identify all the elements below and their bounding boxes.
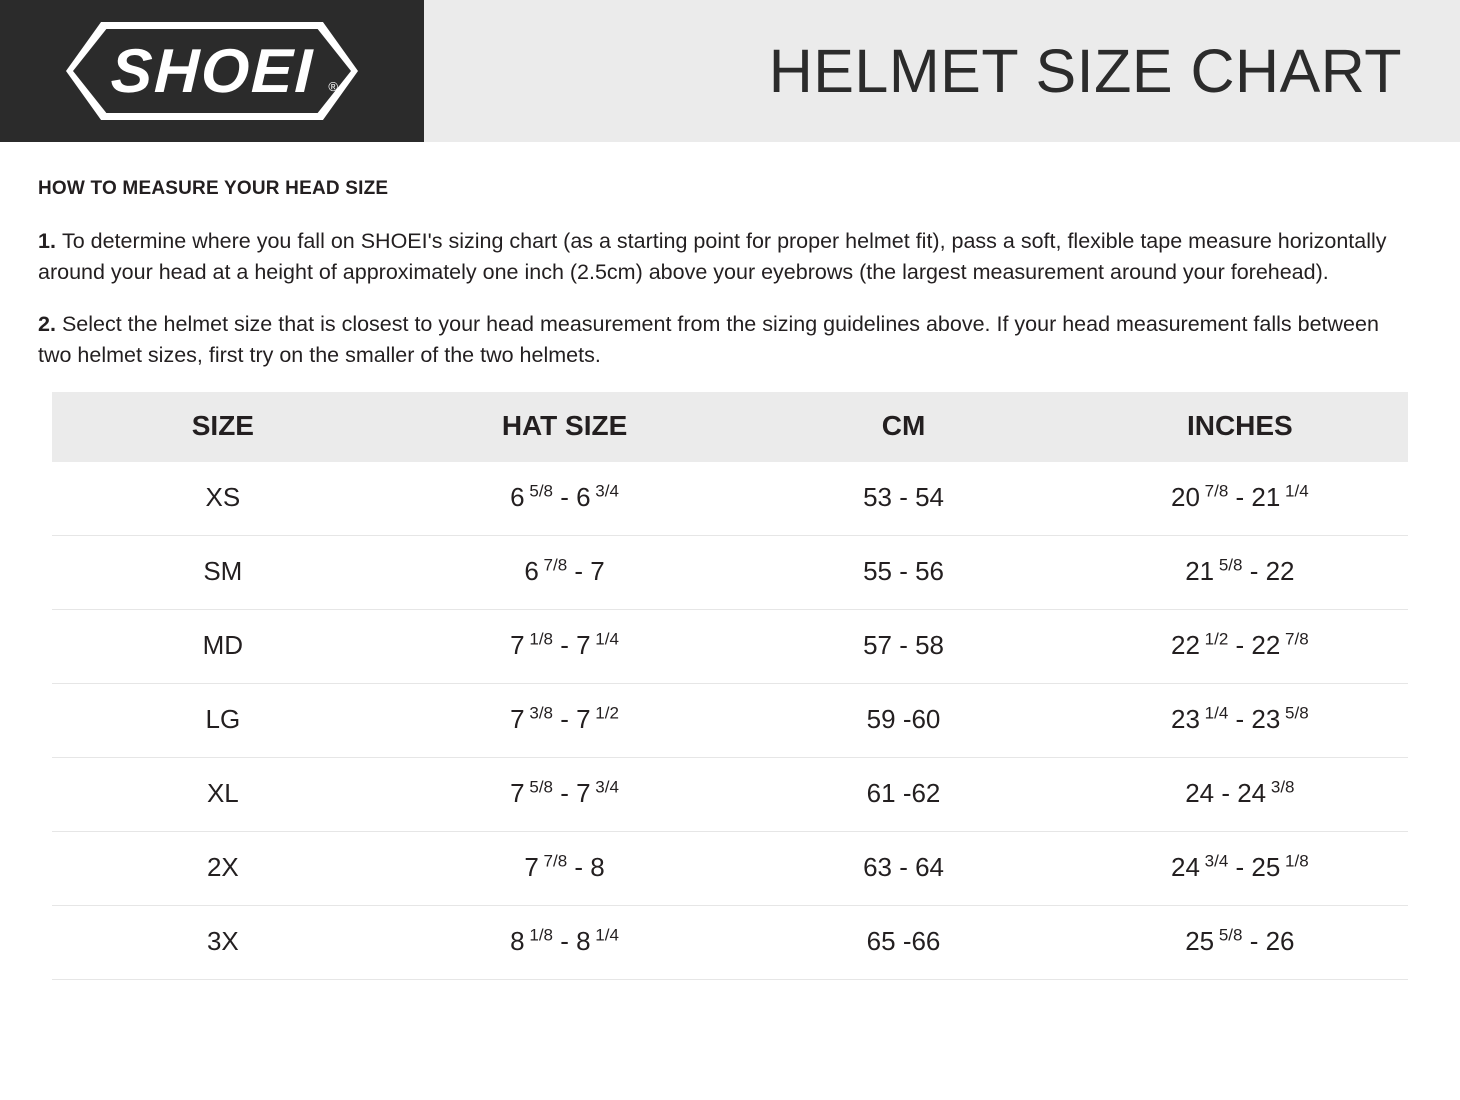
cell-size: LG	[52, 684, 394, 758]
cell-size: SM	[52, 536, 394, 610]
cell-inches	[1072, 536, 1408, 610]
range-separator: -	[567, 556, 591, 587]
measure-fraction: 3/4	[590, 481, 619, 501]
cell-cm: 63 - 64	[735, 832, 1071, 906]
measure-fraction: 1/2	[1199, 629, 1229, 649]
measure-fraction: 7/8	[538, 851, 568, 871]
cell-inches	[1072, 610, 1408, 684]
cell-size: XL	[52, 758, 394, 832]
header-title-container	[424, 0, 1460, 142]
instructions-heading: HOW TO MEASURE YOUR HEAD SIZE	[38, 178, 389, 199]
range-separator: -	[553, 630, 577, 661]
measure-whole: 22	[1265, 556, 1295, 587]
cell-hat-size	[394, 536, 736, 610]
measure-fraction: 3/4	[590, 777, 619, 797]
cell-inches	[1072, 906, 1408, 980]
table-row	[52, 462, 1408, 536]
table-header	[52, 392, 1408, 462]
range-separator: -	[1214, 778, 1238, 809]
measure-whole: 7	[510, 778, 525, 809]
cell-cm: 65 -66	[735, 906, 1071, 980]
table-row	[52, 832, 1408, 906]
cell-cm: 55 - 56	[735, 536, 1071, 610]
range-separator: -	[553, 704, 577, 735]
measure-whole: 26	[1265, 926, 1295, 957]
measure-fraction: 1/8	[1280, 851, 1309, 871]
cell-cm: 53 - 54	[735, 462, 1071, 536]
measure-whole: 7	[510, 630, 525, 661]
column-header-hat-size: HAT SIZE	[394, 392, 736, 462]
measure-whole: 6	[510, 482, 525, 513]
measure-whole: 24	[1171, 852, 1200, 883]
range-separator: -	[1228, 630, 1252, 661]
size-chart-table	[52, 392, 1408, 980]
measure-whole: 22	[1251, 630, 1281, 661]
range-separator: -	[1242, 926, 1266, 957]
range-separator: -	[553, 926, 577, 957]
measure-fraction: 7/8	[538, 555, 568, 575]
range-separator: -	[553, 482, 577, 513]
measure-whole: 22	[1171, 630, 1200, 661]
cell-size: 3X	[52, 906, 394, 980]
measure-whole: 25	[1251, 852, 1281, 883]
measure-fraction: 1/2	[590, 703, 619, 723]
cell-hat-size	[394, 684, 736, 758]
cell-size: XS	[52, 462, 394, 536]
measure-fraction: 1/4	[1280, 481, 1309, 501]
measure-fraction: 5/8	[1280, 703, 1309, 723]
column-header-inches: INCHES	[1072, 392, 1408, 462]
measure-whole: 23	[1171, 704, 1200, 735]
range-separator: -	[1228, 852, 1252, 883]
measure-whole: 7	[590, 556, 605, 587]
registered-trademark-icon: ®	[328, 79, 338, 94]
table-row	[52, 758, 1408, 832]
measure-fraction: 1/8	[524, 629, 553, 649]
size-chart-container	[52, 392, 1408, 980]
cell-size: MD	[52, 610, 394, 684]
measure-whole: 8	[510, 926, 525, 957]
table-row	[52, 536, 1408, 610]
cell-hat-size	[394, 758, 736, 832]
logo-wordmark: SHOEI	[109, 36, 315, 106]
measure-whole: 21	[1185, 556, 1215, 587]
instruction-step-1	[38, 226, 1398, 287]
step-text: To determine where you fall on SHOEI's sizing chart (as a starting point for proper helmet fit), pass a soft, flexible tape measure horizontally around your head at a height of approximately one inch (2.5cm) above your eyebrows (the largest measurement around your forehead).	[38, 229, 1387, 284]
cell-inches	[1072, 462, 1408, 536]
measure-whole: 7	[576, 630, 591, 661]
table-row	[52, 906, 1408, 980]
range-separator: -	[553, 778, 577, 809]
instruction-step-2	[38, 309, 1398, 370]
cell-size: 2X	[52, 832, 394, 906]
step-number: 2.	[38, 312, 56, 337]
step-text: Select the helmet size that is closest to your head measurement from the sizing guidelines above. If your head measurement falls between two helmet sizes, first try on the smaller of the two helmets.	[38, 312, 1379, 367]
column-header-size: SIZE	[52, 392, 394, 462]
measure-whole: 7	[510, 704, 525, 735]
measure-fraction: 1/8	[524, 925, 553, 945]
measure-fraction: 5/8	[524, 777, 553, 797]
measure-fraction: 3/8	[524, 703, 553, 723]
cell-hat-size	[394, 610, 736, 684]
table-body	[52, 462, 1408, 980]
measure-whole: 24	[1185, 778, 1215, 809]
table-row	[52, 610, 1408, 684]
cell-cm: 59 -60	[735, 684, 1071, 758]
range-separator: -	[1228, 704, 1252, 735]
cell-inches	[1072, 758, 1408, 832]
range-separator: -	[567, 852, 591, 883]
logo-hexagon-shape	[66, 22, 358, 120]
measure-fraction: 3/8	[1266, 777, 1295, 797]
range-separator: -	[1242, 556, 1266, 587]
measure-fraction: 7/8	[1199, 481, 1229, 501]
table-header-row	[52, 392, 1408, 462]
measure-fraction: 1/4	[590, 629, 619, 649]
cell-hat-size	[394, 832, 736, 906]
measure-fraction: 1/4	[1199, 703, 1229, 723]
measure-whole: 23	[1251, 704, 1281, 735]
measure-fraction: 3/4	[1199, 851, 1229, 871]
measure-whole: 8	[590, 852, 605, 883]
cell-cm: 61 -62	[735, 758, 1071, 832]
measure-whole: 24	[1237, 778, 1267, 809]
step-number: 1.	[38, 229, 56, 253]
cell-inches	[1072, 832, 1408, 906]
measure-whole: 7	[576, 704, 591, 735]
measure-whole: 6	[524, 556, 539, 587]
measure-fraction: 1/4	[590, 925, 619, 945]
column-header-cm: CM	[735, 392, 1071, 462]
brand-logo	[0, 0, 424, 142]
measure-whole: 7	[524, 852, 539, 883]
cell-hat-size	[394, 906, 736, 980]
cell-cm: 57 - 58	[735, 610, 1071, 684]
cell-hat-size	[394, 462, 736, 536]
instructions-section	[0, 142, 1460, 370]
measure-whole: 25	[1185, 926, 1215, 957]
measure-fraction: 5/8	[524, 481, 553, 501]
measure-whole: 7	[576, 778, 591, 809]
measure-fraction: 5/8	[1214, 925, 1243, 945]
cell-inches	[1072, 684, 1408, 758]
range-separator: -	[1228, 482, 1252, 513]
measure-whole: 21	[1251, 482, 1281, 513]
measure-whole: 8	[576, 926, 591, 957]
measure-whole: 6	[576, 482, 591, 513]
measure-fraction: 7/8	[1280, 629, 1309, 649]
page-header	[0, 0, 1460, 142]
measure-whole: 20	[1171, 482, 1200, 513]
table-row	[52, 684, 1408, 758]
measure-fraction: 5/8	[1214, 555, 1243, 575]
page-title: HELMET SIZE CHART	[768, 37, 1402, 105]
